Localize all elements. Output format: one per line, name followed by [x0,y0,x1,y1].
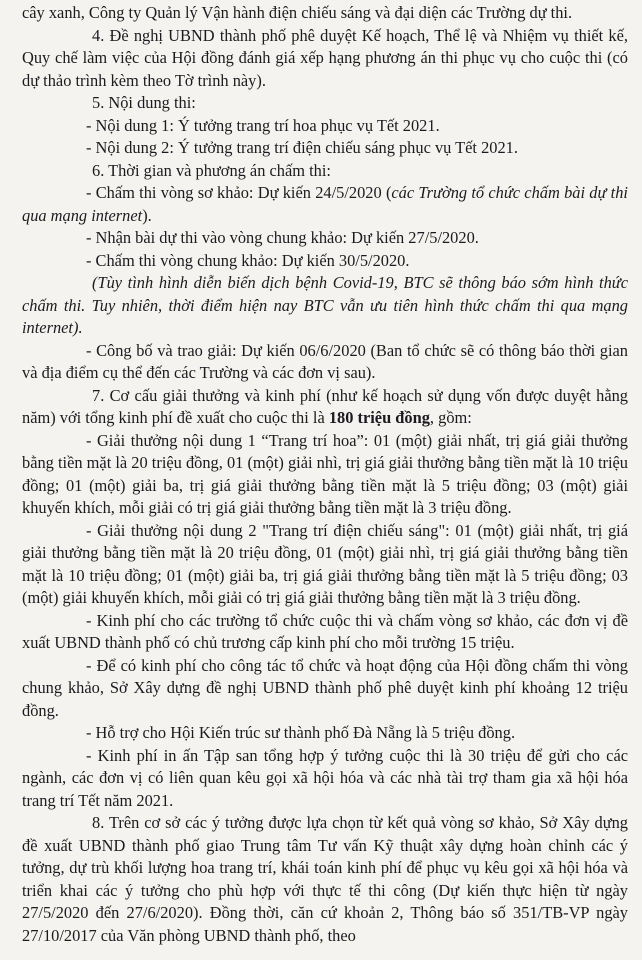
paragraph-round-1-part-1: các Trường tổ chức chấm bài dự thi qua mạng internet [22,183,628,225]
paragraph-fund-council: - Để có kinh phí cho công tác tổ chức và hoạt động của Hội đồng chấm thi vòng chung khảo, Sở Xây dựng đề nghị UBND thành phố phê duyệt kinh phí khoảng 12 triệu đồng. [22,655,628,720]
paragraph-submit: - Nhận bài dự thi vào vòng chung khảo: Dự kiến 27/5/2020. [86,228,479,247]
paragraph-item-6: 6. Thời gian và phương án chấm thi: [92,160,331,180]
paragraph-item-7 [22,385,628,430]
paragraph-round-1-part-0: - Chấm thi vòng sơ khảo: Dự kiến 24/5/2020 ( [86,183,392,202]
paragraph-covid-note: (Tùy tình hình diễn biến dịch bệnh Covid-19, BTC sẽ thông báo sớm hình thức chấm thi. Tuy nhiên, thời điểm hiện nay BTC vẫn ưu tiên hình thức chấm thi qua mạng internet). [22,273,628,337]
paragraph-award-date: - Công bố và trao giải: Dự kiến 06/6/2020 (Ban tổ chức sẽ có thông báo thời gian và địa điểm cụ thể đến các Trường và các đơn vị sau). [22,340,628,382]
paragraph-prize-1: - Giải thưởng nội dung 1 “Trang trí hoa”: 01 (một) giải nhất, trị giá giải thưởng bằng tiền mặt là 20 triệu đồng, 01 (một) giải nhì, trị giá giải thưởng bằng tiền mặt là 10 triệu đồng; 01 (một) giải ba, trị giá giải thưởng bằng tiền mặt là 5 triệu đồng; 03 (một) giải khuyến khích, mỗi giải có trị giá giải thưởng bằng tiền mặt là 3 triệu đồng. [22,430,628,517]
paragraph-item-7-part-0: 7. Cơ cấu giải thưởng và kinh phí (như kế hoạch sử dụng vốn được duyệt hằng năm) với tổng kinh phí đề xuất cho cuộc thi là [22,385,628,427]
document-body [22,2,628,947]
paragraph-prize-2: - Giải thưởng nội dung 2 "Trang trí điện chiếu sáng": 01 (một) giải nhất, trị giá giải thưởng bằng tiền mặt là 20 triệu đồng, 01 (một) giải nhì, trị giá giải thưởng bằng tiền mặt là 10 triệu đồng; 01 (một) giải ba, trị giá giải thưởng bằng tiền mặt là 5 triệu đồng; 03 (một) giải khuyến khích, mỗi giải có trị giá giải thưởng bằng tiền mặt là 3 triệu đồng. [22,520,628,607]
paragraph-round-2: - Chấm thi vòng chung khảo: Dự kiến 30/5/2020. [86,250,410,270]
paragraph-intro-tail: cây xanh, Công ty Quản lý Vận hành điện chiếu sáng và đại diện các Trường dự thi. [22,3,573,22]
paragraph-content-1: - Nội dung 1: Ý tưởng trang trí hoa phục vụ Tết 2021. [86,115,440,135]
paragraph-fund-architects: - Hỗ trợ cho Hội Kiến trúc sư thành phố Đà Nẵng là 5 triệu đồng. [86,723,516,742]
paragraph-item-5: 5. Nội dung thi: [92,93,196,112]
paragraph-item-7-part-2: , gồm: [429,408,472,427]
paragraph-round-1 [22,182,628,227]
paragraph-item-4: 4. Đề nghị UBND thành phố phê duyệt Kế hoạch, Thể lệ và Nhiệm vụ thiết kế, Quy chế làm việc của Hội đồng đánh giá xếp hạng phương án thi phục vụ cho cuộc thi (có dự thảo trình kèm theo Tờ trình này). [22,25,628,90]
paragraph-item-8: 8. Trên cơ sở các ý tưởng được lựa chọn từ kết quả vòng sơ khảo, Sở Xây dựng đề xuất UBND thành phố giao Trung tâm Tư vấn Kỹ thuật xây dựng hoàn chỉnh các ý tưởng, dự trù khối lượng hoa trang trí, khái toán kinh phí để phục vụ kêu gọi xã hội hóa và triển khai các ý tưởng cho phù hợp với thực tế thi công (Dự kiến thực hiện từ ngày 27/5/2020 đến 27/6/2020). Đồng thời, căn cứ khoản 2, Thông báo số 351/TB-VP ngày 27/10/2017 của Văn phòng UBND thành phố, theo [22,813,628,945]
paragraph-fund-schools: - Kinh phí cho các trường tổ chức cuộc thi và chấm vòng sơ khảo, các đơn vị đề xuất UBND thành phố có chủ trương cấp kinh phí cho mỗi trường 15 triệu. [22,610,628,652]
paragraph-content-2: - Nội dung 2: Ý tưởng trang trí điện chiếu sáng phục vụ Tết 2021. [86,138,518,157]
paragraph-round-1-part-2: ). [142,205,152,225]
paragraph-fund-print: - Kinh phí in ấn Tập san tổng hợp ý tưởng cuộc thi là 30 triệu để gửi cho các ngành, các đơn vị có liên quan kêu gọi xã hội hóa và các nhà tài trợ tham gia xã hội hóa trang trí Tết năm 2021. [22,745,628,810]
paragraph-item-7-part-1: 180 triệu đồng [328,408,430,427]
